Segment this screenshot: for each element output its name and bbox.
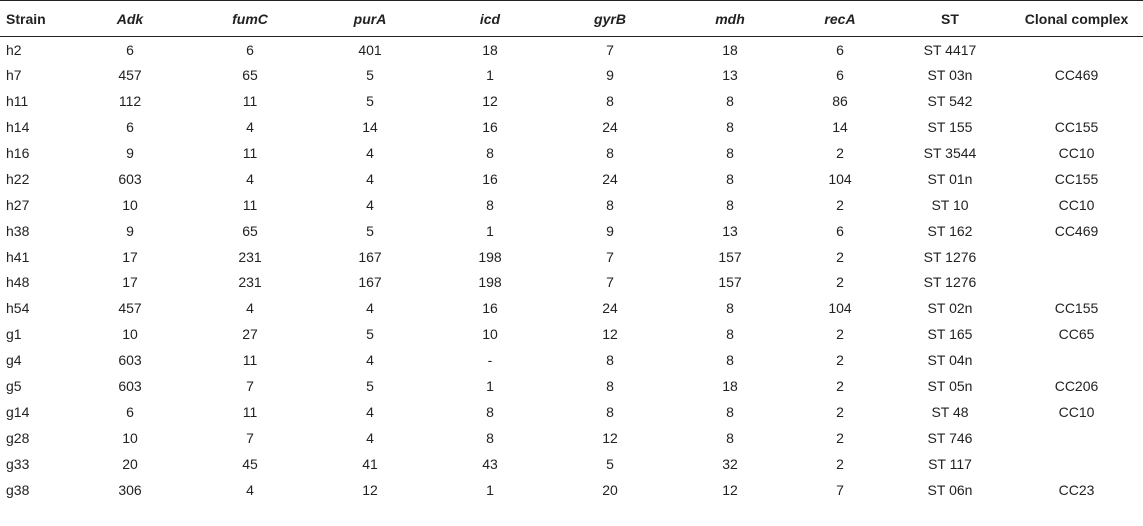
table-row	[0, 140, 1143, 166]
cell-st: ST 746	[927, 429, 973, 446]
cell-mdh: 8	[726, 119, 734, 136]
cell-icd: 8	[486, 403, 494, 420]
cell-icd: 43	[482, 455, 498, 472]
table-row	[0, 62, 1143, 88]
cell-strain: g28	[6, 429, 30, 446]
cell-fumc: 7	[246, 429, 254, 446]
cell-fumc: 27	[242, 326, 258, 343]
cell-st: ST 117	[928, 455, 972, 472]
cell-reca: 2	[836, 403, 844, 420]
cell-strain: h16	[6, 145, 30, 161]
cell-mdh: 8	[726, 145, 734, 161]
cell-clonal-complex	[1010, 244, 1143, 270]
cell-pura: 4	[366, 145, 374, 161]
cell-gyrb: 24	[602, 170, 618, 187]
cell-st: ST 02n	[927, 300, 973, 317]
cell-adk: 17	[122, 248, 138, 265]
cell-adk: 457	[118, 67, 142, 84]
cell-reca: 6	[836, 222, 844, 239]
header-fumc: fumC	[190, 1, 310, 37]
table-header	[0, 1, 1143, 37]
cell-mdh: 8	[726, 300, 734, 317]
cell-strain: h54	[6, 300, 30, 317]
cell-adk: 457	[118, 300, 142, 317]
cell-strain: g33	[6, 455, 30, 472]
cell-strain: h48	[6, 274, 30, 291]
cell-pura: 5	[366, 378, 374, 395]
table-row	[0, 114, 1143, 140]
cell-strain: h27	[6, 196, 30, 213]
header-strain: Strain	[0, 1, 70, 37]
cell-reca: 6	[836, 41, 844, 58]
cell-icd: 1	[486, 67, 494, 84]
cell-reca: 2	[836, 326, 844, 343]
cell-strain: h22	[6, 170, 30, 187]
cell-gyrb: 24	[602, 300, 618, 317]
cell-strain: h14	[6, 119, 30, 136]
header-clonal-complex: Clonal complex	[1010, 1, 1143, 37]
cell-st: ST 06n	[927, 481, 973, 498]
cell-fumc: 4	[246, 481, 254, 498]
table-row	[0, 192, 1143, 218]
cell-mdh: 13	[722, 67, 738, 84]
cell-icd: 10	[482, 326, 498, 343]
cell-mdh: 12	[722, 481, 738, 498]
cell-mdh: 8	[726, 403, 734, 420]
cell-clonal-complex	[1010, 451, 1143, 477]
cell-clonal-complex: CC206	[1054, 378, 1099, 395]
cell-st: ST 03n	[927, 67, 973, 84]
cell-icd: -	[487, 352, 493, 369]
cell-adk: 17	[122, 274, 138, 291]
cell-reca: 2	[836, 352, 844, 369]
cell-reca: 2	[836, 274, 844, 291]
cell-strain: h41	[6, 248, 30, 265]
cell-fumc: 4	[246, 119, 254, 136]
cell-gyrb: 9	[606, 67, 614, 84]
cell-pura: 14	[362, 119, 378, 136]
cell-clonal-complex	[1010, 270, 1143, 296]
cell-reca: 7	[836, 481, 844, 498]
cell-icd: 1	[486, 481, 494, 498]
cell-fumc: 65	[242, 67, 258, 84]
cell-gyrb: 8	[606, 93, 614, 110]
cell-icd: 1	[486, 378, 494, 395]
cell-clonal-complex	[1010, 88, 1143, 114]
cell-mdh: 157	[718, 248, 742, 265]
cell-gyrb: 9	[606, 222, 614, 239]
cell-fumc: 11	[242, 403, 258, 420]
table-row	[0, 347, 1143, 373]
cell-reca: 2	[836, 429, 844, 446]
cell-gyrb: 7	[606, 41, 614, 58]
cell-gyrb: 12	[602, 429, 618, 446]
cell-pura: 4	[366, 196, 374, 213]
cell-clonal-complex	[1010, 37, 1143, 63]
cell-adk: 6	[126, 119, 134, 136]
cell-st: ST 162	[927, 222, 973, 239]
cell-clonal-complex	[1010, 347, 1143, 373]
cell-adk: 6	[126, 403, 134, 420]
cell-st: ST 165	[927, 326, 973, 343]
cell-gyrb: 8	[606, 196, 614, 213]
cell-fumc: 65	[242, 222, 258, 239]
cell-pura: 401	[358, 41, 382, 58]
cell-icd: 8	[486, 196, 494, 213]
cell-adk: 10	[122, 429, 138, 446]
cell-reca: 2	[836, 378, 844, 395]
cell-adk: 603	[118, 170, 142, 187]
table-row	[0, 425, 1143, 451]
cell-gyrb: 8	[606, 403, 614, 420]
cell-strain: h38	[6, 222, 30, 239]
cell-reca: 104	[828, 300, 852, 317]
table-row	[0, 270, 1143, 296]
cell-clonal-complex	[1010, 425, 1143, 451]
cell-reca: 6	[836, 67, 844, 84]
cell-clonal-complex: CC10	[1058, 145, 1095, 161]
cell-fumc: 231	[238, 274, 262, 291]
cell-st: ST 04n	[927, 352, 973, 369]
cell-fumc: 11	[242, 196, 258, 213]
cell-st: ST 48	[931, 403, 969, 420]
cell-mdh: 18	[722, 41, 738, 58]
header-st: ST	[890, 1, 1010, 37]
cell-mdh: 157	[718, 274, 742, 291]
cell-reca: 104	[828, 170, 852, 187]
cell-pura: 167	[358, 274, 382, 291]
cell-st: ST 1276	[923, 248, 977, 265]
cell-mdh: 18	[722, 378, 738, 395]
cell-mdh: 8	[726, 196, 734, 213]
table-row	[0, 295, 1143, 321]
cell-fumc: 7	[246, 378, 254, 395]
cell-icd: 12	[482, 93, 498, 110]
cell-adk: 9	[126, 222, 134, 239]
cell-fumc: 11	[242, 145, 258, 161]
cell-adk: 20	[122, 455, 138, 472]
cell-gyrb: 8	[606, 378, 614, 395]
table-row	[0, 166, 1143, 192]
cell-icd: 198	[478, 248, 502, 265]
header-gyrb: gyrB	[550, 1, 670, 37]
header-adk: Adk	[70, 1, 190, 37]
cell-pura: 4	[366, 300, 374, 317]
cell-clonal-complex: CC65	[1058, 326, 1095, 343]
cell-pura: 5	[366, 93, 374, 110]
cell-icd: 18	[482, 41, 498, 58]
cell-strain: g14	[6, 403, 30, 420]
cell-icd: 8	[486, 429, 494, 446]
cell-pura: 167	[358, 248, 382, 265]
cell-gyrb: 7	[606, 248, 614, 265]
cell-mdh: 32	[722, 455, 738, 472]
cell-strain: h2	[6, 41, 22, 58]
cell-pura: 4	[366, 429, 374, 446]
cell-icd: 16	[482, 170, 498, 187]
cell-mdh: 8	[726, 93, 734, 110]
cell-adk: 603	[118, 352, 142, 369]
table-row	[0, 218, 1143, 244]
cell-fumc: 11	[242, 352, 258, 369]
cell-mdh: 8	[726, 170, 734, 187]
cell-mdh: 8	[726, 326, 734, 343]
cell-pura: 5	[366, 222, 374, 239]
cell-icd: 8	[486, 145, 494, 161]
cell-st: ST 10	[931, 196, 969, 213]
cell-st: ST 1276	[923, 274, 977, 291]
cell-mdh: 8	[726, 429, 734, 446]
cell-st: ST 01n	[927, 170, 973, 187]
cell-pura: 12	[362, 481, 378, 498]
header-row	[0, 1, 1143, 37]
cell-strain: g38	[6, 481, 30, 498]
cell-adk: 9	[126, 145, 134, 161]
cell-clonal-complex: CC469	[1054, 222, 1099, 239]
table-row	[0, 37, 1143, 63]
table-row	[0, 399, 1143, 425]
cell-reca: 86	[832, 93, 848, 110]
cell-fumc: 4	[246, 170, 254, 187]
cell-fumc: 4	[246, 300, 254, 317]
table-row	[0, 244, 1143, 270]
cell-strain: h11	[6, 93, 29, 110]
cell-st: ST 3544	[923, 145, 977, 161]
cell-st: ST 4417	[923, 41, 977, 58]
cell-strain: g5	[6, 378, 22, 395]
cell-pura: 5	[366, 67, 374, 84]
cell-icd: 198	[478, 274, 502, 291]
cell-gyrb: 24	[602, 119, 618, 136]
cell-clonal-complex: CC23	[1058, 481, 1095, 498]
cell-adk: 10	[122, 326, 138, 343]
cell-gyrb: 8	[606, 352, 614, 369]
cell-reca: 2	[836, 145, 844, 161]
cell-reca: 2	[836, 455, 844, 472]
cell-clonal-complex: CC10	[1058, 403, 1095, 420]
cell-fumc: 231	[238, 248, 262, 265]
cell-st: ST 05n	[927, 378, 973, 395]
cell-clonal-complex: CC10	[1058, 196, 1095, 213]
table-row	[0, 451, 1143, 477]
table-row	[0, 477, 1143, 503]
cell-adk: 10	[122, 196, 138, 213]
cell-pura: 41	[362, 455, 378, 472]
header-icd: icd	[430, 1, 550, 37]
header-mdh: mdh	[670, 1, 790, 37]
cell-mdh: 13	[722, 222, 738, 239]
cell-strain: g1	[6, 326, 22, 343]
cell-pura: 4	[366, 352, 374, 369]
cell-fumc: 11	[242, 93, 258, 110]
table-body	[0, 37, 1143, 503]
cell-gyrb: 20	[602, 481, 618, 498]
cell-clonal-complex: CC155	[1054, 300, 1099, 317]
cell-pura: 4	[366, 403, 374, 420]
cell-gyrb: 12	[602, 326, 618, 343]
cell-st: ST 155	[927, 119, 973, 136]
cell-adk: 112	[118, 93, 142, 110]
cell-gyrb: 7	[606, 274, 614, 291]
cell-adk: 6	[126, 41, 134, 58]
cell-adk: 603	[118, 378, 142, 395]
cell-reca: 14	[832, 119, 848, 136]
table-row	[0, 88, 1143, 114]
cell-strain: h7	[6, 67, 22, 84]
cell-fumc: 45	[242, 455, 258, 472]
cell-reca: 2	[836, 248, 844, 265]
cell-pura: 4	[366, 170, 374, 187]
cell-clonal-complex: CC155	[1054, 119, 1099, 136]
cell-icd: 16	[482, 300, 498, 317]
cell-reca: 2	[836, 196, 844, 213]
cell-strain: g4	[6, 352, 22, 369]
header-pura: purA	[310, 1, 430, 37]
cell-gyrb: 5	[606, 455, 614, 472]
cell-adk: 306	[118, 481, 142, 498]
cell-fumc: 6	[246, 41, 254, 58]
cell-pura: 5	[366, 326, 374, 343]
cell-icd: 1	[486, 222, 494, 239]
cell-st: ST 542	[927, 93, 973, 110]
cell-gyrb: 8	[606, 145, 614, 161]
cell-mdh: 8	[726, 352, 734, 369]
table-row	[0, 373, 1143, 399]
cell-icd: 16	[482, 119, 498, 136]
table-row	[0, 321, 1143, 347]
header-reca: recA	[790, 1, 890, 37]
cell-clonal-complex: CC469	[1054, 67, 1099, 84]
cell-clonal-complex: CC155	[1054, 170, 1099, 187]
